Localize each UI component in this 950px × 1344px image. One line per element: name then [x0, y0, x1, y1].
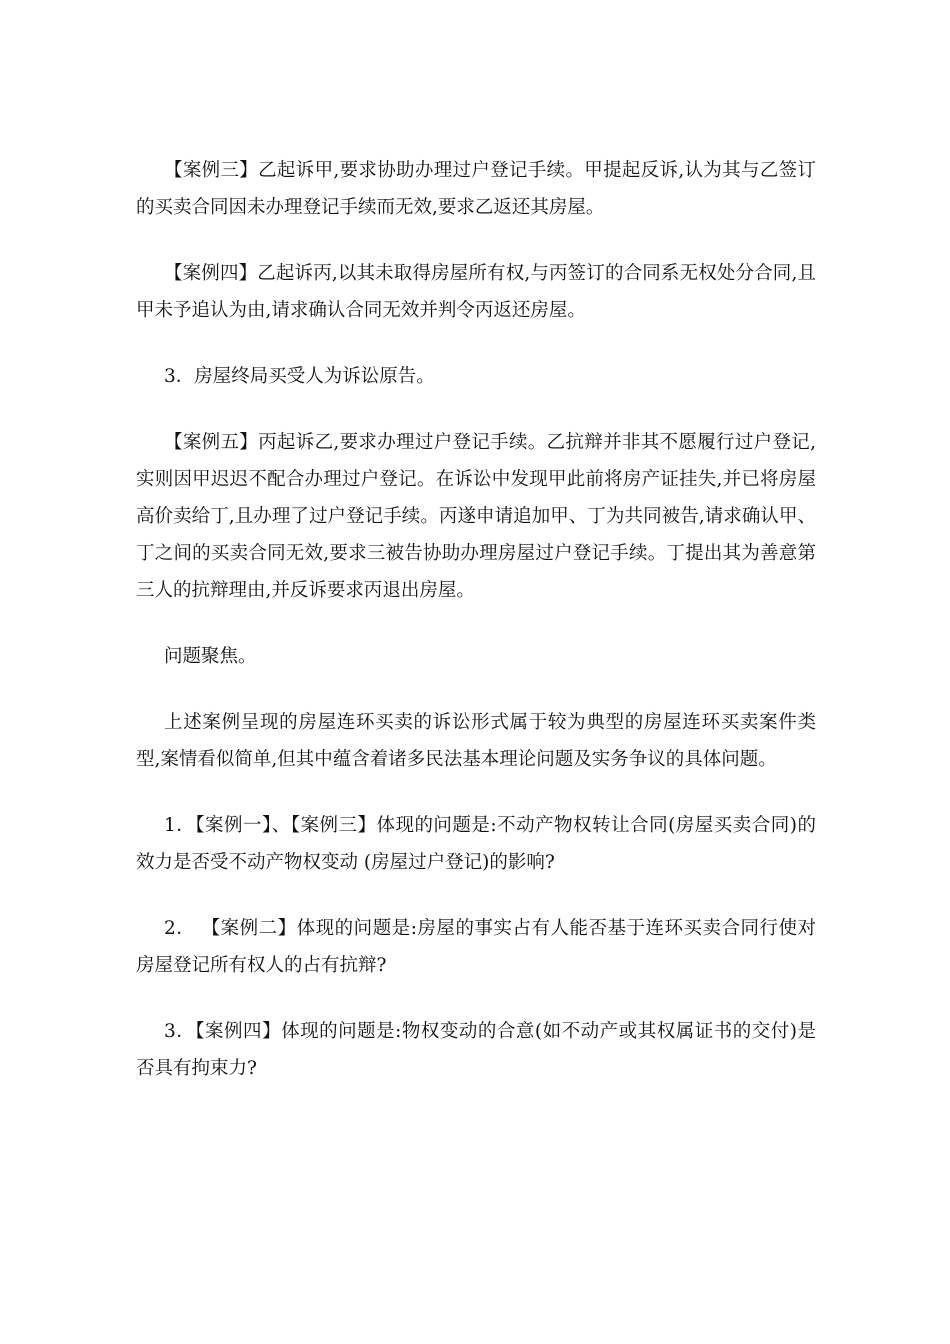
paragraph-case-three: 【案例三】乙起诉甲,要求协助办理过户登记手续。甲提起反诉,认为其与乙签订的买卖合同因未办理登记手续而无效,要求乙返还其房屋。	[136, 160, 816, 218]
paragraph-question-1: 1．【案例一】、【案例三】体现的问题是:不动产物权转让合同(房屋买卖合同)的效力是否受不动产物权变动 (房屋过户登记)的影响?	[136, 815, 816, 873]
paragraph-case-five: 【案例五】丙起诉乙,要求办理过户登记手续。乙抗辩并非其不愿履行过户登记,实则因甲迟迟不配合办理过户登记。在诉讼中发现甲此前将房产证挂失,并已将房屋高价卖给丁,且办理了过户登记手续。丙遂申请追加甲、丁为共同被告,请求确认甲、丁之间的买卖合同无效,要求三被告协助办理房屋过户登记手续。丁提出其为善意第三人的抗辩理由,并反诉要求丙退出房屋。	[136, 432, 816, 601]
paragraph-case-four: 【案例四】乙起诉丙,以其未取得房屋所有权,与丙签订的合同系无权处分合同,且甲未予追认为由,请求确认合同无效并判令丙返还房屋。	[136, 263, 816, 321]
paragraph-issue-focus: 问题聚焦。	[164, 646, 257, 667]
document-body	[136, 152, 816, 1087]
paragraph-summary: 上述案例呈现的房屋连环买卖的诉讼形式属于较为典型的房屋连环买卖案件类型,案情看似简单,但其中蕴含着诸多民法基本理论问题及实务争议的具体问题。	[136, 712, 816, 770]
paragraph-item-3-plaintiff: 3．房屋终局买受人为诉讼原告。	[164, 366, 435, 387]
paragraph-question-2: 2． 【案例二】体现的问题是:房屋的事实占有人能否基于连环买卖合同行使对房屋登记所有权人的占有抗辩?	[136, 918, 816, 976]
paragraph-question-3: 3．【案例四】体现的问题是:物权变动的合意(如不动产或其权属证书的交付)是否具有拘束力?	[136, 1021, 816, 1079]
